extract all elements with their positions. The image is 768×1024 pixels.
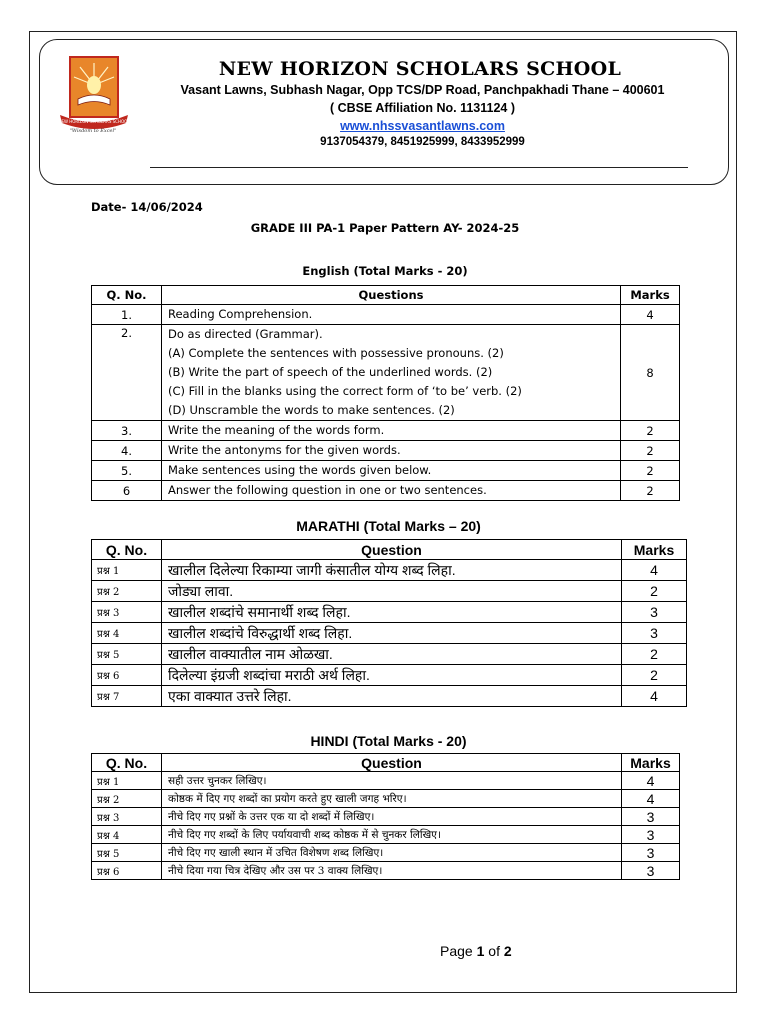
q-number: प्रश्न 5 bbox=[92, 844, 162, 862]
table-row bbox=[92, 581, 687, 602]
q-marks: 4 bbox=[622, 560, 687, 581]
school-address: Vasant Lawns, Subhash Nagar, Opp TCS/DP Road, Panchpakhadi Thane – 400601 bbox=[180, 83, 665, 97]
q-marks: 3 bbox=[622, 862, 680, 880]
col-header-question: Question bbox=[162, 754, 622, 772]
q-number: प्रश्न 4 bbox=[92, 623, 162, 644]
page-prefix: Page bbox=[440, 943, 477, 959]
q-text: खालील शब्दांचे विरुद्धार्थी शब्द लिहा. bbox=[162, 623, 622, 644]
q-number: 3. bbox=[92, 421, 162, 441]
col-header-question: Question bbox=[162, 540, 622, 560]
col-header-qno: Q. No. bbox=[92, 754, 162, 772]
q-text: दिलेल्या इंग्रजी शब्दांचा मराठी अर्थ लिहा. bbox=[162, 665, 622, 686]
q-text: सही उत्तर चुनकर लिखिए। bbox=[162, 772, 622, 790]
q-marks: 3 bbox=[622, 826, 680, 844]
q-marks: 2 bbox=[621, 461, 680, 481]
table-row bbox=[92, 421, 680, 441]
table-row bbox=[92, 844, 680, 862]
table-row bbox=[92, 481, 680, 501]
marathi-section-title: MARATHI (Total Marks – 20) bbox=[296, 518, 481, 534]
q-text: Write the meaning of the words form. bbox=[162, 421, 621, 441]
q-marks: 4 bbox=[621, 305, 680, 325]
q-number: प्रश्न 6 bbox=[92, 862, 162, 880]
q-text bbox=[162, 325, 621, 421]
q-marks: 4 bbox=[622, 772, 680, 790]
q-line: Do as directed (Grammar). bbox=[168, 327, 323, 341]
q-number: प्रश्न 2 bbox=[92, 581, 162, 602]
table-row bbox=[92, 461, 680, 481]
q-marks: 8 bbox=[621, 325, 680, 421]
q-text: कोष्ठक में दिए गए शब्दों का प्रयोग करते हुए खाली जगह भरिए। bbox=[162, 790, 622, 808]
table-row bbox=[92, 441, 680, 461]
q-line: (C) Fill in the blanks using the correct form of ‘to be’ verb. (2) bbox=[168, 384, 522, 398]
svg-text:NEW HORIZON SCHOLARS SCHOOL: NEW HORIZON SCHOLARS SCHOOL bbox=[58, 119, 130, 124]
q-marks: 3 bbox=[622, 844, 680, 862]
q-text: नीचे दिए गए खाली स्थान में उचित विशेषण शब्द लिखिए। bbox=[162, 844, 622, 862]
q-marks: 2 bbox=[622, 581, 687, 602]
q-text: खालील वाक्यातील नाम ओळखा. bbox=[162, 644, 622, 665]
q-number: प्रश्न 1 bbox=[92, 560, 162, 581]
table-row bbox=[92, 305, 680, 325]
school-logo bbox=[56, 55, 132, 137]
table-row bbox=[92, 602, 687, 623]
english-table bbox=[91, 285, 680, 501]
q-text: नीचे दिए गए शब्दों के लिए पर्यायवाची शब्द कोष्ठक में से चुनकर लिखिए। bbox=[162, 826, 622, 844]
page-total: 2 bbox=[503, 943, 512, 959]
table-row bbox=[92, 325, 680, 421]
col-header-qno: Q. No. bbox=[92, 286, 162, 305]
table-row bbox=[92, 644, 687, 665]
q-text: खालील दिलेल्या रिकाम्या जागी कंसातील योग्य शब्द लिहा. bbox=[162, 560, 622, 581]
q-text: खालील शब्दांचे समानार्थी शब्द लिहा. bbox=[162, 602, 622, 623]
q-number: 4. bbox=[92, 441, 162, 461]
table-header-row bbox=[92, 754, 680, 772]
col-header-qno: Q. No. bbox=[92, 540, 162, 560]
q-number: 5. bbox=[92, 461, 162, 481]
q-marks: 4 bbox=[622, 790, 680, 808]
q-number: प्रश्न 3 bbox=[92, 602, 162, 623]
website-link[interactable]: www.nhssvasantlawns.com bbox=[340, 119, 505, 133]
q-marks: 2 bbox=[621, 441, 680, 461]
table-row bbox=[92, 686, 687, 707]
q-line: (B) Write the part of speech of the underlined words. (2) bbox=[168, 365, 493, 379]
q-number: 6 bbox=[92, 481, 162, 501]
table-row bbox=[92, 862, 680, 880]
affiliation-number: ( CBSE Affiliation No. 1131124 ) bbox=[329, 101, 515, 115]
q-marks: 3 bbox=[622, 602, 687, 623]
q-marks: 2 bbox=[622, 665, 687, 686]
q-number: प्रश्न 7 bbox=[92, 686, 162, 707]
table-header-row bbox=[92, 540, 687, 560]
logo-motto: "Wisdom to Excel" bbox=[69, 128, 117, 134]
q-marks: 3 bbox=[622, 808, 680, 826]
english-section-title: English (Total Marks - 20) bbox=[302, 264, 468, 278]
q-text: जोड्या लावा. bbox=[162, 581, 622, 602]
table-row bbox=[92, 790, 680, 808]
page-current: 1 bbox=[476, 943, 485, 959]
table-row bbox=[92, 665, 687, 686]
q-number: 2. bbox=[92, 325, 162, 421]
page-of: of bbox=[484, 943, 504, 959]
q-text: नीचे दिए गए प्रश्नों के उत्तर एक या दो शब्दों में लिखिए। bbox=[162, 808, 622, 826]
table-row bbox=[92, 772, 680, 790]
q-marks: 2 bbox=[621, 421, 680, 441]
header-divider bbox=[150, 167, 688, 168]
q-marks: 4 bbox=[622, 686, 687, 707]
q-line: (A) Complete the sentences with possessive pronouns. (2) bbox=[168, 346, 504, 360]
q-line: (D) Unscramble the words to make sentences. (2) bbox=[168, 403, 455, 417]
phone-numbers: 9137054379, 8451925999, 8433952999 bbox=[320, 136, 525, 148]
q-marks: 3 bbox=[622, 623, 687, 644]
hindi-section-title: HINDI (Total Marks - 20) bbox=[310, 733, 467, 749]
marathi-table bbox=[91, 539, 687, 707]
col-header-marks: Marks bbox=[622, 540, 687, 560]
paper-title: GRADE III PA-1 Paper Pattern AY- 2024-25 bbox=[250, 221, 520, 235]
q-number: प्रश्न 5 bbox=[92, 644, 162, 665]
col-header-questions: Questions bbox=[162, 286, 621, 305]
q-number: प्रश्न 4 bbox=[92, 826, 162, 844]
q-number: प्रश्न 3 bbox=[92, 808, 162, 826]
table-row bbox=[92, 623, 687, 644]
date-label: Date- 14/06/2024 bbox=[91, 200, 203, 214]
q-number: 1. bbox=[92, 305, 162, 325]
q-number: प्रश्न 2 bbox=[92, 790, 162, 808]
page-number bbox=[440, 943, 512, 959]
school-name: NEW HORIZON SCHOLARS SCHOOL bbox=[218, 58, 622, 80]
hindi-table bbox=[91, 753, 680, 880]
q-number: प्रश्न 6 bbox=[92, 665, 162, 686]
table-header-row bbox=[92, 286, 680, 305]
q-text: एका वाक्यात उत्तरे लिहा. bbox=[162, 686, 622, 707]
q-number: प्रश्न 1 bbox=[92, 772, 162, 790]
table-row bbox=[92, 560, 687, 581]
col-header-marks: Marks bbox=[622, 754, 680, 772]
q-marks: 2 bbox=[621, 481, 680, 501]
q-marks: 2 bbox=[622, 644, 687, 665]
table-row bbox=[92, 808, 680, 826]
q-text: Answer the following question in one or two sentences. bbox=[162, 481, 621, 501]
col-header-marks: Marks bbox=[621, 286, 680, 305]
q-text: Write the antonyms for the given words. bbox=[162, 441, 621, 461]
table-row bbox=[92, 826, 680, 844]
q-text: Reading Comprehension. bbox=[162, 305, 621, 325]
q-text: Make sentences using the words given below. bbox=[162, 461, 621, 481]
q-text: नीचे दिया गया चित्र देखिए और उस पर 3 वाक्य लिखिए। bbox=[162, 862, 622, 880]
